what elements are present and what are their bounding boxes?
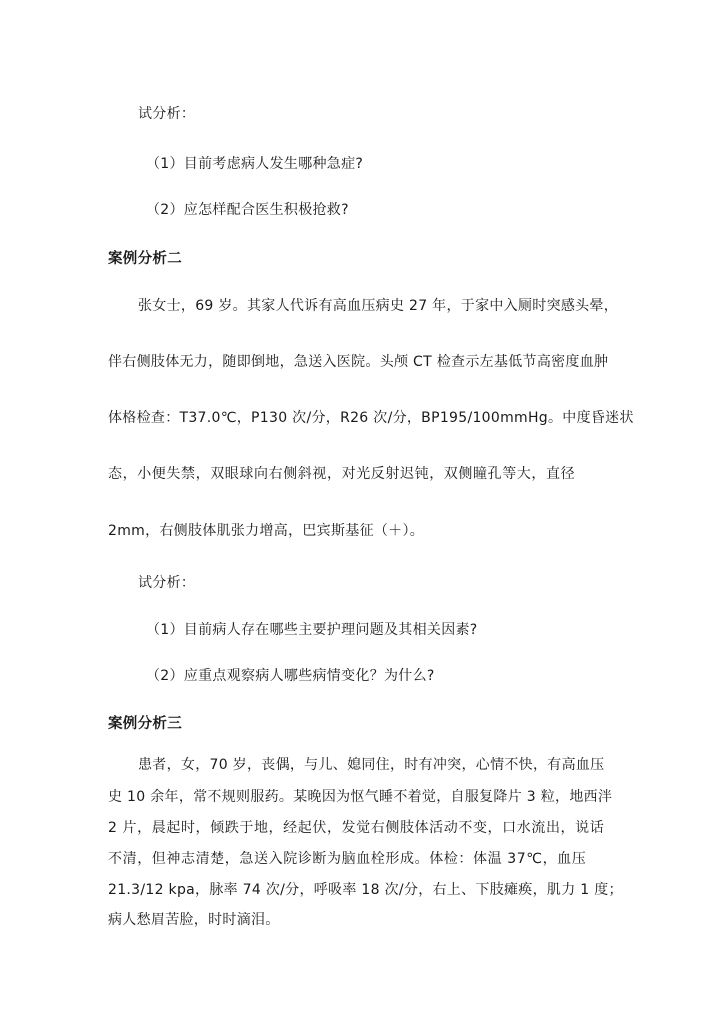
- paragraph-line: 2mm，右侧肢体肌张力增高，巴宾斯基征（＋）。: [108, 523, 425, 539]
- case-heading-2: 案例分析二: [108, 251, 182, 267]
- paragraph-line: 体格检查：T37.0℃，P130 次/分，R26 次/分，BP195/100mmHg。中度昏迷状: [108, 410, 634, 426]
- paragraph-line: 张女士，69 岁。其家人代诉有高血压病史 27 年，于家中入厕时突感头晕，: [138, 298, 619, 314]
- analysis-prompt: 试分析：: [138, 575, 196, 591]
- case-heading-3: 案例分析三: [108, 716, 182, 732]
- paragraph-line: 史 10 余年，常不规则服药。某晚因为怄气睡不着觉，自服复降片 3 粒，地西泮: [108, 789, 613, 805]
- paragraph-line: 21.3/12 kpa，脉率 74 次/分，呼吸率 18 次/分，右上、下肢瘫痪，肌力 1 度；: [108, 882, 623, 898]
- question-item: （1）目前考虑病人发生哪种急症?: [146, 156, 364, 172]
- analysis-prompt: 试分析：: [138, 106, 196, 122]
- paragraph-line: 患者，女，70 岁，丧偶，与儿、媳同住，时有冲突，心情不快，有高血压: [138, 757, 605, 773]
- paragraph-line: 态，小便失禁，双眼球向右侧斜视，对光反射迟钝，双侧瞳孔等大，直径: [108, 466, 576, 482]
- paragraph-line: 伴右侧肢体无力，随即倒地，急送入医院。头颅 CT 检查示左基低节高密度血肿: [108, 354, 609, 370]
- question-item: （2）应怎样配合医生积极抢救?: [146, 202, 349, 218]
- question-item: （2）应重点观察病人哪些病情变化？为什么?: [146, 668, 435, 684]
- paragraph-line: 病人愁眉苦脸，时时滴泪。: [108, 912, 280, 928]
- question-item: （1）目前病人存在哪些主要护理问题及其相关因素?: [146, 622, 478, 638]
- paragraph-line: 2 片，晨起时，倾跌于地，经起伏，发觉右侧肢体活动不变，口水流出，说话: [108, 820, 605, 836]
- paragraph-line: 不清，但神志清楚，急送入院诊断为脑血栓形成。体检：体温 37℃，血压: [108, 851, 587, 867]
